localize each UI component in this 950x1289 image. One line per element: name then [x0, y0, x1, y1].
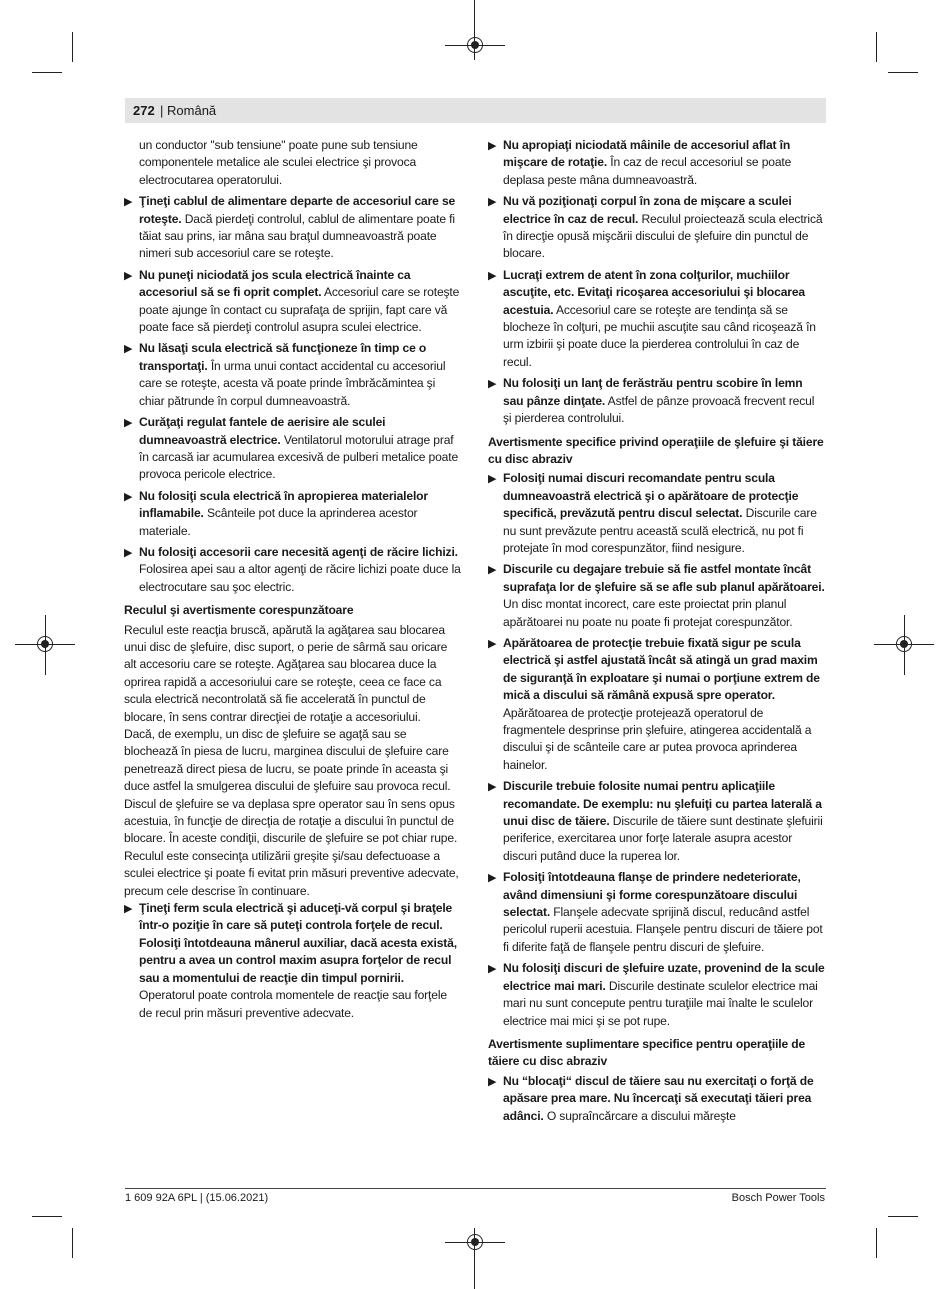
warning-bold-text: Folosiţi numai discuri recomandate pentru scula dumneavoastră electrică şi o apărătoare de protecţie specifică, prevăzută pentru discul selectat. — [503, 471, 799, 521]
warning-bold-text: Nu “blocaţi“ discul de tăiere sau nu exercitaţi o forţă de apăsare prea mare. Nu încercaţi să executaţi tăieri prea adânci. — [503, 1073, 814, 1123]
bullet-triangle-icon: ▶ — [124, 196, 133, 209]
warning-explanation: Discurile care nu sunt prevăzute pentru această sculă electrică, nu pot fi protejate în mod corespunzător, fiind nesigure. — [503, 506, 817, 555]
footer-rule — [125, 1188, 826, 1189]
warning-item — [488, 193, 825, 263]
bullet-triangle-icon: ▶ — [488, 269, 497, 282]
warning-explanation: O supraîncărcare a discului măreşte — [543, 1108, 736, 1123]
page-number: 272 — [133, 103, 155, 118]
warning-item — [488, 1073, 825, 1125]
crop-mark — [32, 72, 62, 73]
footer-doc-number: 1 609 92A 6PL | (15.06.2021) — [125, 1192, 269, 1204]
body-paragraph: Dacă, de exemplu, un disc de şlefuire se agaţă sau se blochează în piesa de lucru, marginea discului de şlefuire care penetrează direct piesa de lucru, se poate prinde în aceasta şi duce astfel la smulgerea discului de şlefuire sau provoca recul. Discul de şlefuire se va deplasa spre operator sau în sens opus acestuia, în funcţie de direcţia de rotaţie a discului în punctul de blocare. În aceste condiţii, discurile de şlefuire se pot chiar rupe. — [124, 727, 458, 846]
warning-item — [124, 544, 461, 596]
bullet-triangle-icon: ▶ — [488, 1075, 497, 1088]
bullet-triangle-icon: ▶ — [488, 872, 497, 885]
warning-item — [488, 869, 825, 956]
bullet-triangle-icon: ▶ — [124, 490, 133, 503]
bullet-triangle-icon: ▶ — [124, 546, 133, 559]
warning-bold-text: Nu folosiţi discuri de şlefuire uzate, provenind de la scule electrice mai mari. — [503, 961, 825, 993]
warning-item — [488, 561, 825, 631]
warning-explanation: Apărătoarea de protecţie protejează operatorul de fragmentele desprinse prin şlefuire, atingerea accidentală a discului şi de scânteile care ar putea provoca aprinderea hainelor. — [503, 705, 812, 772]
left-column — [124, 137, 461, 1026]
warning-item — [124, 414, 461, 484]
registration-mark-icon — [467, 37, 483, 53]
warning-bold-text: Nu puneţi niciodată jos scula electrică înainte ca accesoriul să se fi oprit complet. — [139, 267, 411, 300]
warning-explanation: Un disc montat incorect, care este proiectat prin planul apărătoarei nu poate nu poate fi protejat corespunzător. — [503, 597, 793, 629]
crop-mark — [876, 32, 877, 62]
warning-bold-text: Nu vă poziţionaţi corpul în zona de mişcare a sculei electrice în caz de recul. — [503, 194, 792, 226]
warning-item — [124, 900, 461, 1022]
warning-item — [488, 375, 825, 427]
header-language — [160, 103, 216, 118]
warning-bold-text: Discurile cu degajare trebuie să fie astfel montate încât suprafaţa lor de şlefuire să se afle sub planul apărătoarei. — [503, 562, 825, 594]
warning-bold-text: Discurile trebuie folosite numai pentru aplicaţiile recomandate. De exemplu: nu şlefuiţi cu partea laterală a unui disc de tăiere. — [503, 779, 822, 829]
crop-mark — [888, 72, 918, 73]
warning-bold-text: Curăţaţi regulat fantele de aerisire ale sculei dumneavoastră electrice. — [139, 415, 386, 447]
warning-item — [488, 635, 825, 774]
warning-explanation: Dacă pierdeţi controlul, cablul de alimentare poate fi tăiat sau prins, iar mâna sau braţul dumneavoastră poate nimeri sub accesoriul care se roteşte. — [139, 211, 455, 261]
warning-bold-text: Ţineţi cablul de alimentare departe de accesoriul care se roteşte. — [139, 194, 456, 226]
bullet-triangle-icon: ▶ — [488, 378, 497, 391]
bullet-triangle-icon: ▶ — [124, 343, 133, 356]
footer-brand: Bosch Power Tools — [731, 1192, 825, 1204]
crop-mark — [876, 1228, 877, 1258]
crop-mark — [72, 1228, 73, 1258]
section-heading: Avertismente specifice privind operaţiile de şlefuire şi tăiere cu disc abraziv — [488, 434, 824, 466]
body-paragraph: Reculul este reacţia bruscă, apărută la agăţarea sau blocarea unui disc de şlefuire, disc suport, o perie de sârmă sau oricare alt accesoriu care se roteşte. Agăţarea sau blocarea duce la oprirea rapidă a accesoriului care se roteşte, ceea ce face ca scula electrică necontrolată să fie accelerată în punctul de blocare, în sens contrar direcţiei de rotaţie a accesoriului. — [124, 622, 448, 724]
right-column — [488, 137, 825, 1129]
warning-explanation: Folosirea apei sau a altor agenţi de răcire lichizi poate duce la electrocutare sau şoc electric. — [139, 562, 461, 594]
warning-explanation: Ventilatorul motorului atrage praf în carcasă iar acumularea excesivă de pulberi metalice poate provoca pericole electrice. — [139, 432, 459, 482]
registration-mark-icon — [896, 636, 912, 652]
section-heading: Reculul şi avertismente corespunzătoare — [124, 603, 354, 618]
warning-bold-text: Nu folosiţi scula electrică în apropierea materialelor inflamabile. — [139, 488, 428, 521]
crop-mark — [72, 32, 73, 62]
bullet-triangle-icon: ▶ — [488, 564, 497, 577]
registration-mark-icon — [467, 1234, 483, 1250]
warning-item — [488, 960, 825, 1030]
warning-bold-text: Nu folosiţi accesorii care necesită agenţi de răcire lichizi. — [139, 544, 458, 559]
warning-explanation: Discurile destinate sculelor electrice mai mari nu sunt concepute pentru turaţiile mai înalte le sculelor electrice mai mici şi se pot rupe. — [503, 978, 818, 1028]
warning-explanation: Discurile de tăiere sunt destinate şlefuirii periferice, exercitarea unor forţe laterale asupra acestor discuri putând duce la ruperea lor. — [503, 814, 823, 863]
header-separator: | — [160, 103, 164, 118]
warning-bold-text: Lucraţi extrem de atent în zona colţurilor, muchiilor ascuţite, etc. Evitaţi ricoşarea accesoriului şi blocarea acestuia. — [503, 267, 806, 317]
bullet-triangle-icon: ▶ — [124, 903, 133, 916]
continued-text: un conductor "sub tensiune" poate pune sub tensiune componentele metalice ale sculei electrice şi provoca electrocutarea operatorului. — [139, 138, 418, 187]
warning-explanation: Operatorul poate controla momentele de reacţie sau forţele de recul prin măsuri preventive adecvate. — [139, 988, 447, 1020]
warning-explanation: În urma unui contact accidental cu accesoriul care se roteşte, acesta vă poate prinde îmbrăcămintea şi chiar pătrunde în corpul dumneavoastră. — [139, 358, 446, 408]
warning-item — [488, 470, 825, 557]
bullet-triangle-icon: ▶ — [488, 637, 497, 650]
warning-bold-text: Nu lăsaţi scula electrică să funcţioneze în timp ce o transportaţi. — [139, 341, 427, 373]
warning-bold-text: Folosiţi întotdeauna flanşe de prindere nedeteriorate, având dimensiuni şi forme corespunzătoare discului selectat. — [503, 870, 801, 920]
warning-item — [124, 340, 461, 410]
warning-explanation: Accesoriul care se roteşte are tendinţa să se blocheze în colţuri, pe muchii ascuţite sau când ricoşează în urm izbirii şi poate duce la pierderea controlului în caz de recul. — [503, 302, 816, 369]
warning-explanation: Accesoriul care se roteşte poate ajunge în contact cu suprafaţa de sprijin, fapt care vă poate face să pierdeţi controlul asupra sculei electrice. — [139, 285, 460, 335]
warning-item — [488, 778, 825, 865]
warning-explanation: Scânteile pot duce la aprinderea acestor materiale. — [139, 506, 418, 538]
section-heading: Avertismente suplimentare specifice pentru operaţiile de tăiere cu disc abraziv — [488, 1036, 806, 1069]
warning-item — [124, 193, 461, 263]
warning-item — [488, 267, 825, 371]
bullet-triangle-icon: ▶ — [488, 140, 497, 152]
bullet-triangle-icon: ▶ — [124, 417, 133, 430]
warning-bold-text: Apărătoarea de protecţie trebuie fixată sigur pe scula electrică şi astfel ajustată încât să atingă un grad maxim de siguranţă în exploatare şi numai o porţiune extrem de mică a discului să rămână expusă spre operator. — [503, 635, 820, 703]
warning-explanation: Astfel de pânze provoacă frecvent recul şi pierderea controlului. — [503, 393, 815, 426]
crop-mark — [888, 1216, 918, 1217]
warning-explanation: În caz de recul accesoriul se poate deplasa peste mâna dumneavoastră. — [503, 155, 792, 187]
body-paragraph: Reculul este consecinţa utilizării greşite şi/sau defectuoase a sculei electrice şi poate fi evitat prin măsuri preventive adecvate, precum cele descrise în continuare. — [124, 848, 459, 898]
crop-mark — [32, 1216, 62, 1217]
registration-mark-icon — [37, 636, 53, 652]
bullet-triangle-icon: ▶ — [488, 781, 497, 794]
warning-bold-text: Ţineţi ferm scula electrică şi aduceţi-vă corpul şi braţele într-o poziţie în care să puteţi controla forţele de recul. Folosiţi întotdeauna mânerul auxiliar, dacă acesta există, pentru a avea un control maxim asupra forţelor de recul sau a momentului de reacţie din timpul pornirii. — [139, 901, 457, 985]
bullet-triangle-icon: ▶ — [488, 963, 497, 976]
warning-item — [124, 267, 461, 337]
bullet-triangle-icon: ▶ — [488, 196, 497, 209]
bullet-triangle-icon: ▶ — [488, 473, 497, 486]
warning-item — [488, 137, 825, 189]
header-band — [125, 98, 826, 123]
bullet-triangle-icon: ▶ — [124, 269, 133, 282]
warning-bold-text: Nu apropiaţi niciodată mâinile de accesoriul aflat în mişcare de rotaţie. — [503, 138, 791, 170]
language-label: Română — [167, 103, 217, 118]
warning-explanation: Reculul proiectează scula electrică în direcţie opusă mişcării discului de şlefuire din punctul de blocare. — [503, 211, 823, 261]
warning-explanation: Flanşele adecvate sprijină discul, reducând astfel pericolul ruperii acestuia. Flanşele pentru discuri de tăiere pot fi diferite faţă de flanşele pentru discuri de şlefuire. — [503, 905, 823, 954]
warning-bold-text: Nu folosiţi un lanţ de ferăstrău pentru scobire în lemn sau pânze dinţate. — [503, 376, 803, 408]
warning-item — [124, 488, 461, 540]
